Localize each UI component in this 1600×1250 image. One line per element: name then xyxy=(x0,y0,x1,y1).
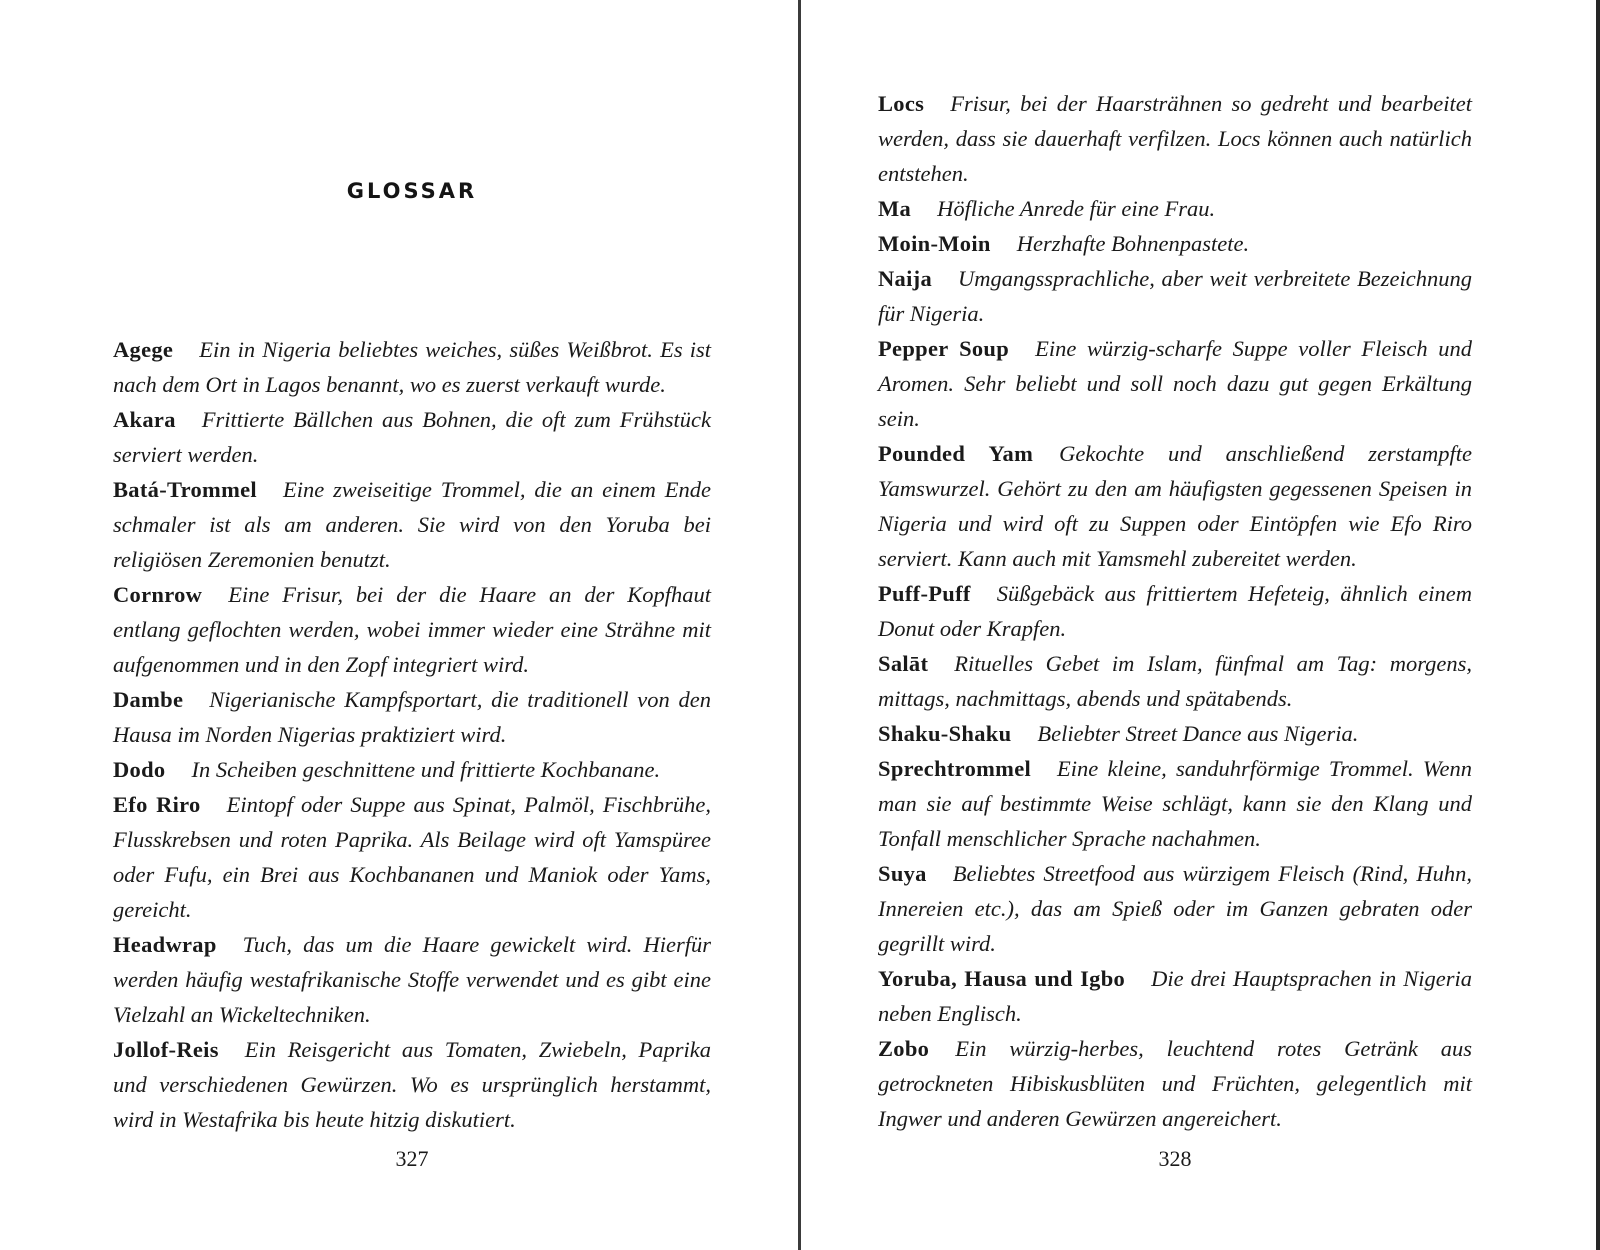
glossary-definition: Eine würzig-scharfe Suppe voller Fleisch und Aromen. Sehr beliebt und soll noch dazu gut gegen Erkältung sein. xyxy=(878,336,1472,431)
glossary-term: Efo Riro xyxy=(113,792,201,817)
glossary-entry xyxy=(878,226,1472,261)
glossary-term: Cornrow xyxy=(113,582,203,607)
glossary-term: Dodo xyxy=(113,757,166,782)
page-gutter-divider xyxy=(798,0,801,1250)
glossary-definition: Eine zweiseitige Trommel, die an einem Ende schmaler ist als am anderen. Sie wird von den Yoruba bei religiösen Zeremonien benutzt. xyxy=(113,477,711,572)
page-right xyxy=(878,0,1472,1250)
glossary-term: Batá-Trommel xyxy=(113,477,257,502)
glossary-definition: Eine Frisur, bei der die Haare an der Kopfhaut entlang geflochten werden, wobei immer wieder eine Strähne mit aufgenommen und in den Zopf integriert wird. xyxy=(113,582,711,677)
glossary-term: Ma xyxy=(878,196,912,221)
glossary-definition: Süßgebäck aus frittiertem Hefeteig, ähnlich einem Donut oder Krapfen. xyxy=(878,581,1472,641)
glossary-entry xyxy=(113,332,711,402)
glossary-term: Yoruba, Hausa und Igbo xyxy=(878,966,1126,991)
glossary-entry xyxy=(113,927,711,1032)
book-edge xyxy=(1596,0,1600,1250)
glossary-definition: Beliebtes Streetfood aus würzigem Fleisch (Rind, Huhn, Innereien etc.), das am Spieß oder im Ganzen gebraten oder gegrillt wird. xyxy=(878,861,1472,956)
glossary-definition: Ein Reisgericht aus Tomaten, Zwiebeln, Paprika und verschiedenen Gewürzen. Wo es ursprünglich herstammt, wird in Westafrika bis heute hitzig diskutiert. xyxy=(113,1037,711,1132)
glossary-term: Pounded Yam xyxy=(878,441,1034,466)
glossary-definition: Höfliche Anrede für eine Frau. xyxy=(937,196,1216,221)
glossary-entry xyxy=(113,402,711,472)
glossary-entry xyxy=(878,576,1472,646)
glossary-entry xyxy=(878,961,1472,1031)
glossary-term: Dambe xyxy=(113,687,184,712)
glossary-definition: Frisur, bei der Haarsträhnen so gedreht und bearbeitet werden, dass sie dauerhaft verfilzen. Locs können auch natürlich entstehen. xyxy=(878,91,1472,186)
glossary-definition: Eintopf oder Suppe aus Spinat, Palmöl, Fischbrühe, Flusskrebsen und roten Paprika. Als Beilage wird oft Yamspüree oder Fufu, ein Brei aus Kochbananen und Maniok oder Yams, gereicht. xyxy=(113,792,712,922)
page-number-left: 327 xyxy=(395,1146,429,1171)
glossary-term: Moin-Moin xyxy=(878,231,991,256)
glossary-entry xyxy=(878,331,1472,436)
glossary-term: Naija xyxy=(878,266,932,291)
glossary-entry xyxy=(878,716,1472,751)
glossary-entry xyxy=(878,191,1472,226)
glossary-entry xyxy=(878,751,1472,856)
glossary-term: Zobo xyxy=(878,1036,930,1061)
glossary-definition: Rituelles Gebet im Islam, fünfmal am Tag: morgens, mittags, nachmittags, abends und spätabends. xyxy=(878,651,1472,711)
glossary-definition: Frittierte Bällchen aus Bohnen, die oft zum Frühstück serviert werden. xyxy=(113,407,711,467)
glossary-term: Salāt xyxy=(878,651,929,676)
glossary-entry xyxy=(113,752,711,787)
glossary-term: Locs xyxy=(878,91,925,116)
glossary-definition: In Scheiben geschnittene und frittierte Kochbanane. xyxy=(191,757,661,782)
glossary-term: Sprechtrommel xyxy=(878,756,1032,781)
glossary-title: GLOSSAR xyxy=(346,179,478,204)
glossary-definition: Die drei Hauptsprachen in Nigeria neben Englisch. xyxy=(878,966,1472,1026)
glossary-entry xyxy=(113,1032,711,1137)
glossary-definition: Beliebter Street Dance aus Nigeria. xyxy=(1037,721,1359,746)
page-left xyxy=(113,0,711,1250)
glossary-entries-right xyxy=(878,86,1472,1136)
glossary-entry xyxy=(113,682,711,752)
glossary-entry xyxy=(878,1031,1472,1136)
glossary-entry xyxy=(878,436,1472,576)
glossary-definition: Tuch, das um die Haare gewickelt wird. Hierfür werden häufig westafrikanische Stoffe verwendet und es gibt eine Vielzahl an Wickeltechniken. xyxy=(113,932,711,1027)
glossary-definition: Umgangssprachliche, aber weit verbreitete Bezeichnung für Nigeria. xyxy=(878,266,1472,326)
glossary-definition: Ein würzig-herbes, leuchtend rotes Getränk aus getrockneten Hibiskusblüten und Früchten, gelegentlich mit Ingwer und anderen Gewürzen angereichert. xyxy=(878,1036,1472,1131)
glossary-term: Headwrap xyxy=(113,932,217,957)
glossary-definition: Ein in Nigeria beliebtes weiches, süßes Weißbrot. Es ist nach dem Ort in Lagos benannt, wo es zuerst verkauft wurde. xyxy=(113,337,711,397)
glossary-entries-left xyxy=(113,332,711,1137)
glossary-definition: Gekochte und anschließend zerstampfte Yamswurzel. Gehört zu den am häufigsten gegessenen Speisen in Nigeria und wird oft zu Suppen oder Eintöpfen wie Efo Riro serviert. Kann auch mit Yamsmehl zubereitet werden. xyxy=(878,441,1472,571)
glossary-term: Pepper Soup xyxy=(878,336,1010,361)
glossary-term: Suya xyxy=(878,861,927,886)
glossary-entry xyxy=(113,787,711,927)
glossary-definition: Nigerianische Kampfsportart, die traditionell von den Hausa im Norden Nigerias praktiziert wird. xyxy=(113,687,711,747)
glossary-entry xyxy=(113,577,711,682)
glossary-entry xyxy=(878,86,1472,191)
glossary-definition: Herzhafte Bohnenpastete. xyxy=(1016,231,1250,256)
glossary-entry xyxy=(113,472,711,577)
page-number-right: 328 xyxy=(1158,1146,1192,1171)
glossary-term: Agege xyxy=(113,337,174,362)
glossary-term: Shaku-Shaku xyxy=(878,721,1012,746)
glossary-term: Jollof-Reis xyxy=(113,1037,219,1062)
glossary-definition: Eine kleine, sanduhrförmige Trommel. Wenn man sie auf bestimmte Weise schlägt, kann sie den Klang und Tonfall menschlicher Sprache nachahmen. xyxy=(878,756,1472,851)
glossary-entry xyxy=(878,646,1472,716)
glossary-term: Akara xyxy=(113,407,176,432)
glossary-entry xyxy=(878,261,1472,331)
glossary-term: Puff-Puff xyxy=(878,581,971,606)
glossary-entry xyxy=(878,856,1472,961)
